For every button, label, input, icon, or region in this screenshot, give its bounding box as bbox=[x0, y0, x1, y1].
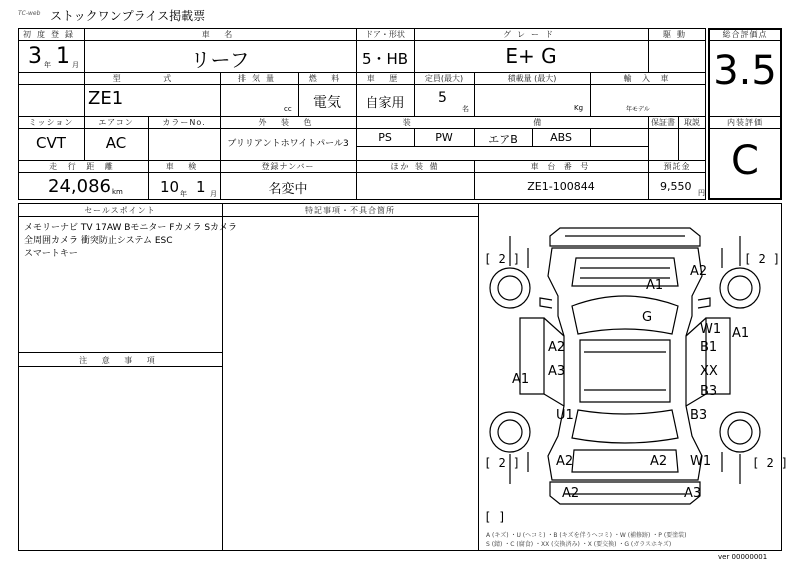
wheel-front-left bbox=[490, 268, 530, 308]
label-grade: グレード bbox=[503, 30, 559, 39]
front-bumper bbox=[550, 228, 700, 246]
wheel-front-right bbox=[720, 268, 760, 308]
label-other-equipment: ほか 装 備 bbox=[390, 162, 440, 171]
sales-points-list bbox=[24, 222, 237, 261]
mark-b3-rb: B3 bbox=[690, 408, 708, 423]
windshield bbox=[572, 296, 678, 334]
label-price: 預託金 bbox=[663, 162, 691, 171]
label-aircon: エアコン bbox=[98, 118, 134, 127]
label-manual: 取説 bbox=[684, 118, 700, 127]
version-label: ver 00000001 bbox=[718, 553, 768, 561]
aircon-value: AC bbox=[105, 134, 127, 152]
mark-a2-tr: A2 bbox=[690, 264, 708, 279]
wheel-rear-left bbox=[490, 412, 530, 452]
sales-points-title: セールスポイント bbox=[84, 206, 156, 215]
equip-ps: PS bbox=[378, 131, 392, 144]
load-unit: Kg bbox=[574, 104, 584, 112]
car-body bbox=[548, 248, 702, 480]
legend-line-2: S (錆) ・C (腐食) ・XX (交換済み) ・X (要交換) ・G (ガラスホキズ) bbox=[486, 541, 672, 548]
bracket-rear-left: [ 2 ] bbox=[484, 456, 521, 470]
label-import: 輸 入 車 bbox=[623, 74, 673, 83]
price-unit: 円 bbox=[698, 189, 705, 197]
mark-b3-r: B3 bbox=[700, 384, 718, 399]
mark-g: G bbox=[642, 310, 653, 325]
rear-window bbox=[572, 410, 678, 443]
month-unit: 月 bbox=[72, 61, 79, 69]
insp-year-value: 10 bbox=[160, 178, 180, 196]
insp-year-unit: 年 bbox=[180, 190, 187, 198]
mark-xx-r: XX bbox=[700, 364, 718, 379]
fuel-value: 電気 bbox=[313, 95, 341, 111]
mark-b1-r: B1 bbox=[700, 340, 718, 355]
label-inspection: 車 検 bbox=[165, 162, 203, 171]
sales-point-item: 全周囲カメラ 衝突防止システム ESC bbox=[24, 236, 173, 246]
wheel-rear-right bbox=[720, 412, 760, 452]
year-unit: 年 bbox=[44, 61, 51, 69]
bracket-front-left: [ 2 ] bbox=[484, 252, 521, 266]
interior-score-value: C bbox=[731, 138, 759, 184]
sales-point-item: メモリーナビ TV 17AW Bモニター Fカメラ Sカメラ bbox=[24, 223, 238, 233]
total-score-value: 3.5 bbox=[713, 48, 777, 94]
capacity-value: 5 bbox=[438, 90, 447, 106]
label-mileage: 走 行 距 離 bbox=[49, 162, 117, 171]
mark-a3-bottom: A3 bbox=[684, 486, 702, 501]
label-chassis: 車 台 番 号 bbox=[530, 162, 592, 171]
label-fuel: 燃 料 bbox=[308, 74, 346, 83]
label-model: 型 式 bbox=[112, 74, 192, 83]
mark-w1-r: W1 bbox=[700, 322, 722, 337]
mark-a2-bl: A2 bbox=[556, 454, 574, 469]
mark-w1-br: W1 bbox=[690, 454, 712, 469]
bracket-bottom: [ ] bbox=[484, 510, 506, 524]
car-name-value: リーフ bbox=[190, 48, 250, 72]
label-warranty: 保証書 bbox=[651, 118, 675, 127]
reg-number-value: 名変中 bbox=[268, 182, 308, 197]
car-damage-diagram bbox=[480, 206, 780, 526]
label-mission: ミッション bbox=[28, 118, 74, 127]
sales-point-item: スマートキー bbox=[24, 249, 78, 259]
mission-value: CVT bbox=[36, 134, 66, 152]
equip-pw: PW bbox=[435, 131, 453, 144]
bracket-front-right: [ 2 ] bbox=[744, 252, 781, 266]
mark-a3-l: A3 bbox=[548, 364, 566, 379]
capacity-unit: 名 bbox=[462, 105, 469, 113]
model-value: ZE1 bbox=[88, 88, 124, 109]
mark-a1-rr: A1 bbox=[732, 326, 750, 341]
label-equipment: 装 備 bbox=[402, 118, 602, 127]
caution-title: 注 意 事 項 bbox=[79, 356, 161, 365]
mark-a2-bm: A2 bbox=[650, 454, 668, 469]
label-exterior: 外 装 色 bbox=[258, 118, 318, 127]
history-value: 自家用 bbox=[365, 96, 405, 111]
equip-airbag: エアB bbox=[488, 133, 518, 146]
label-total-score: 総合評価点 bbox=[722, 30, 768, 39]
displacement-unit: cc bbox=[284, 105, 292, 113]
label-drive: 駆動 bbox=[663, 30, 691, 39]
mark-a2-l: A2 bbox=[548, 340, 566, 355]
exterior-color-value: ブリリアントホワイトパール3 bbox=[227, 139, 349, 149]
mark-a1-l: A1 bbox=[512, 372, 530, 387]
grade-value: E+ G bbox=[505, 44, 557, 68]
door-shape-value: 5・HB bbox=[361, 50, 409, 68]
mark-a2-bottom: A2 bbox=[562, 486, 580, 501]
label-load: 積載量 (最大) bbox=[507, 74, 557, 83]
label-first-reg: 初度登録 bbox=[23, 30, 79, 39]
label-interior-score: 内装評価 bbox=[727, 118, 763, 127]
special-notes-title: 特記事項・不具合箇所 bbox=[305, 206, 395, 215]
label-car-name: 車 名 bbox=[201, 30, 239, 39]
insp-month-value: 1 bbox=[196, 178, 206, 196]
price-value: 9,550 bbox=[660, 180, 692, 193]
brand-logo: TC-web bbox=[18, 10, 41, 17]
roof bbox=[580, 340, 670, 402]
label-history: 車 歴 bbox=[366, 74, 404, 83]
mark-a1-top: A1 bbox=[646, 278, 664, 293]
label-reg-number: 登録ナンバー bbox=[261, 162, 315, 171]
label-capacity: 定員(最大) bbox=[424, 74, 464, 83]
mileage-value: 24,086 bbox=[48, 176, 111, 197]
mileage-unit: km bbox=[112, 188, 123, 196]
month-value: 1 bbox=[56, 44, 70, 69]
equip-abs: ABS bbox=[550, 131, 572, 144]
chassis-value: ZE1-100844 bbox=[527, 180, 595, 193]
label-displacement: 排気量 bbox=[238, 74, 280, 83]
mark-u1-l: U1 bbox=[556, 408, 574, 423]
year-value: 3 bbox=[28, 44, 42, 69]
legend-line-1: A (キズ) ・U (ヘコミ) ・B (キズを伴うヘコミ) ・W (補修跡) ・P (要塗装) bbox=[486, 532, 687, 539]
page-title: ストックワンプライス掲載票 bbox=[50, 9, 206, 23]
insp-month-unit: 月 bbox=[210, 190, 217, 198]
label-door-shape: ドア・形状 bbox=[365, 30, 405, 39]
label-color-no: カラーNo. bbox=[162, 118, 206, 127]
import-note: 年モデル bbox=[626, 106, 650, 113]
bracket-rear-right: [ 2 ] bbox=[752, 456, 789, 470]
